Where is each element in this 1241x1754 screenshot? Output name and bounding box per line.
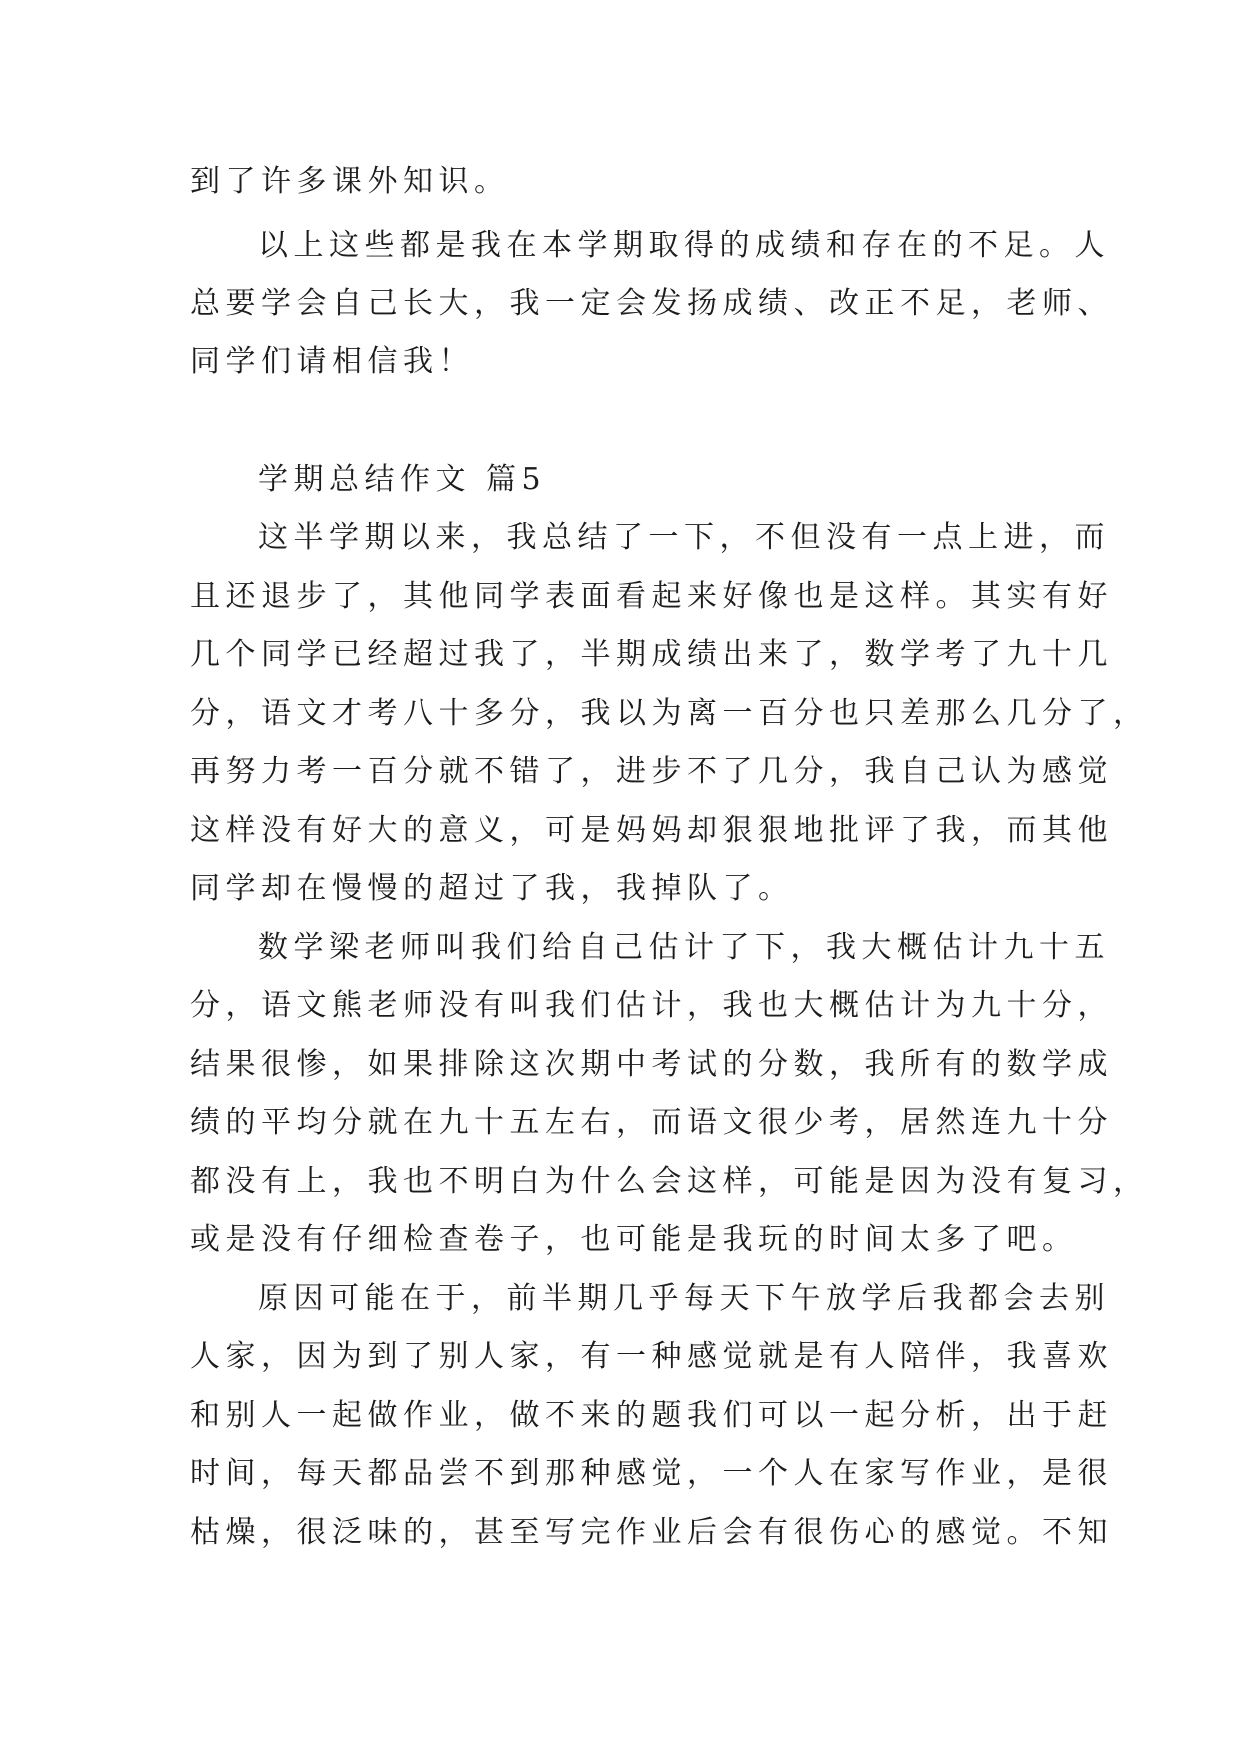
text-line: 到了许多课外知识。 [190, 164, 510, 199]
text-line: 时间，每天都品尝不到那种感觉，一个人在家写作业，是很 [190, 1456, 1113, 1491]
text-line: 和别人一起做作业，做不来的题我们可以一起分析，出于赶 [190, 1398, 1113, 1433]
text-line: 总要学会自己长大，我一定会发扬成绩、改正不足，老师、 [190, 286, 1113, 321]
text-line: 再努力考一百分就不错了，进步不了几分，我自己认为感觉 [190, 754, 1113, 789]
text-line: 人家，因为到了别人家，有一种感觉就是有人陪伴，我喜欢 [190, 1339, 1113, 1374]
text-line: 绩的平均分就在九十五左右，而语文很少考，居然连九十分 [190, 1105, 1113, 1140]
text-line: 这样没有好大的意义，可是妈妈却狠狠地批评了我，而其他 [190, 813, 1113, 848]
paragraph-start-line: 数学梁老师叫我们给自己估计了下，我大概估计九十五 [258, 930, 1110, 965]
text-line: 枯燥，很泛味的，甚至写完作业后会有很伤心的感觉。不知 [190, 1515, 1113, 1550]
text-line: 且还退步了，其他同学表面看起来好像也是这样。其实有好 [190, 579, 1113, 614]
text-line: 分，语文熊老师没有叫我们估计，我也大概估计为九十分， [190, 988, 1113, 1023]
text-line: 分，语文才考八十多分，我以为离一百分也只差那么几分了， [190, 696, 1149, 731]
paragraph-start-line: 原因可能在于，前半期几乎每天下午放学后我都会去别 [258, 1281, 1110, 1316]
paragraph-start-line: 这半学期以来，我总结了一下，不但没有一点上进，而 [258, 520, 1110, 555]
text-line: 同学们请相信我！ [190, 344, 474, 379]
section-heading: 学期总结作文 篇5 [258, 462, 547, 497]
text-line: 同学却在慢慢的超过了我，我掉队了。 [190, 871, 794, 906]
paragraph-start-line: 以上这些都是我在本学期取得的成绩和存在的不足。人 [258, 228, 1110, 263]
text-line: 几个同学已经超过我了，半期成绩出来了，数学考了九十几 [190, 637, 1113, 672]
text-line: 或是没有仔细检查卷子，也可能是我玩的时间太多了吧。 [190, 1222, 1078, 1257]
text-line: 都没有上，我也不明白为什么会这样，可能是因为没有复习， [190, 1164, 1149, 1199]
text-line: 结果很惨，如果排除这次期中考试的分数，我所有的数学成 [190, 1047, 1113, 1082]
